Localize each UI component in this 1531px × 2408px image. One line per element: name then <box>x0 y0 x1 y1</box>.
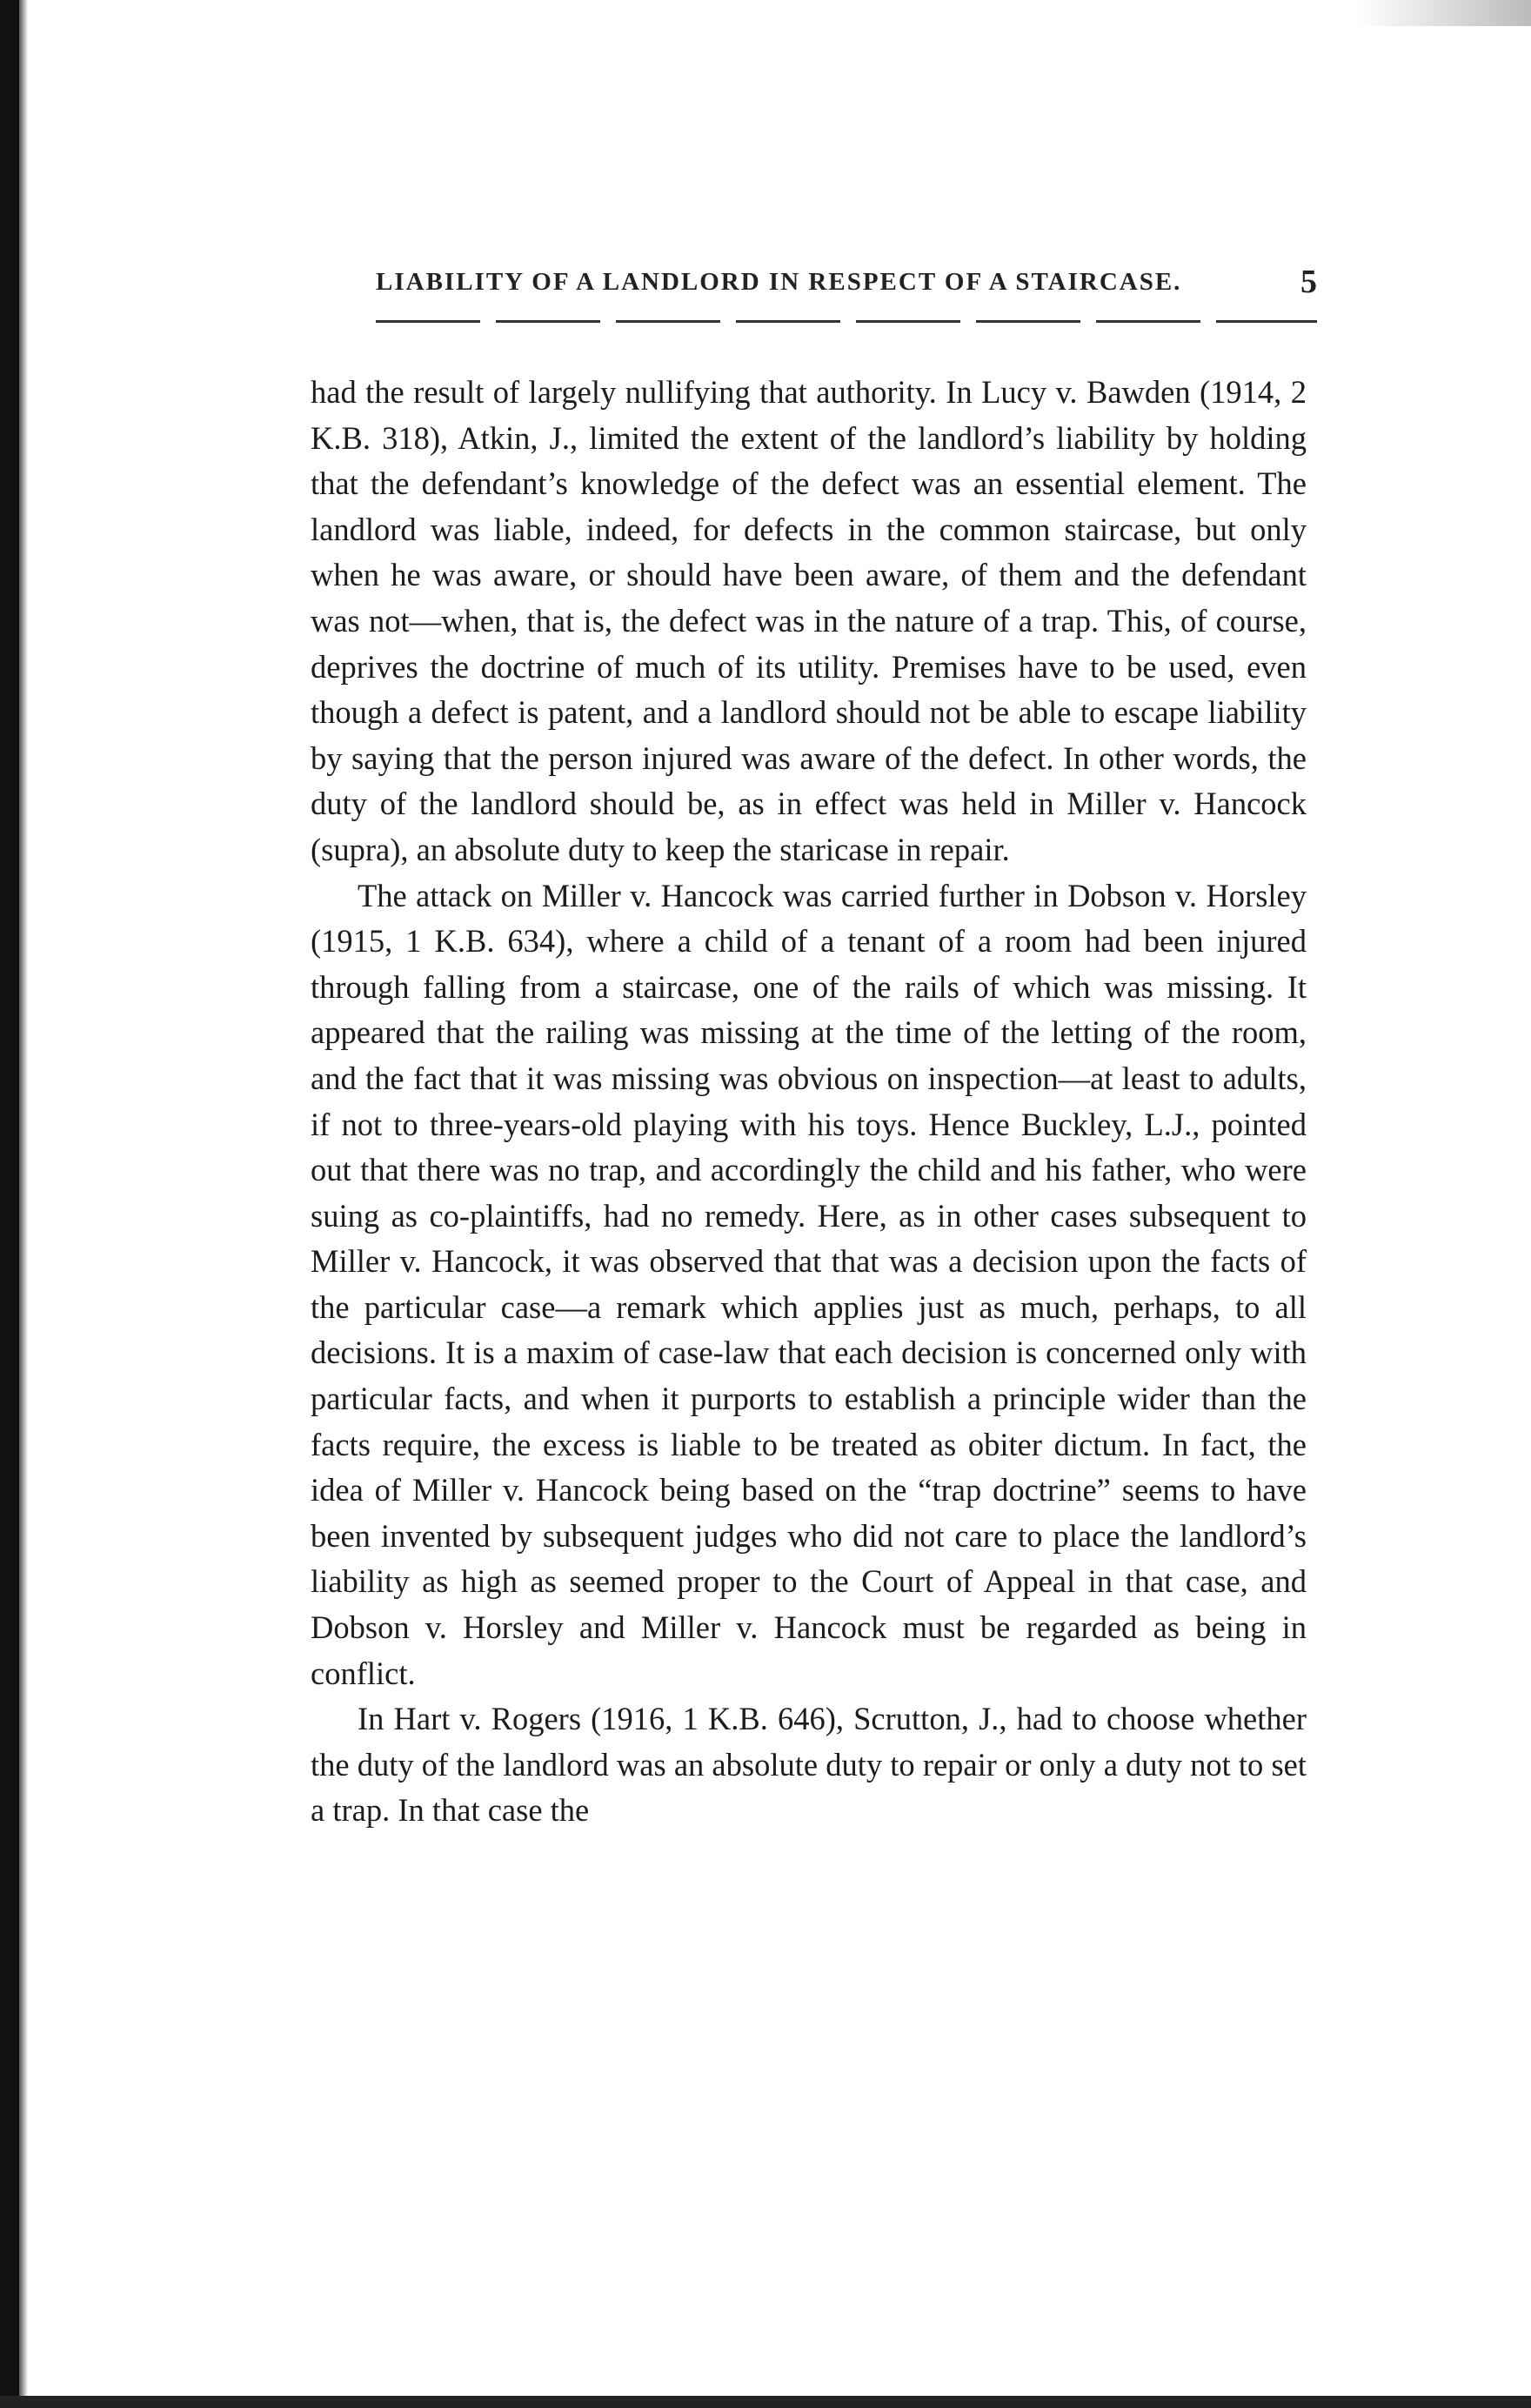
body-text <box>311 370 1307 1834</box>
paragraph: The attack on Miller v. Hancock was carried further in Dobson v. Horsley (1915, 1 K.B. 634), where a child of a tenant of a room had been injured through falling from a staircase, one of the rails of which was missing. It appeared that the railing was missing at the time of the letting of the room, and the fact that it was missing was obvious on inspection—at least to adults, if not to three-years-old playing with his toys. Hence Buckley, L.J., pointed out that there was no trap, and accordingly the child and his father, who were suing as co-plaintiffs, had no remedy. Here, as in other cases subsequent to Miller v. Hancock, it was observed that that was a decision upon the facts of the particular case—a remark which applies just as much, perhaps, to all decisions. It is a maxim of case-law that each decision is concerned only with particular facts, and when it purports to establish a principle wider than the facts require, the excess is liable to be treated as obiter dictum. In fact, the idea of Miller v. Hancock being based on the “trap doctrine” seems to have been invented by subsequent judges who did not care to place the landlord’s liability as high as seemed proper to the Court of Appeal in that case, and Dobson v. Horsley and Miller v. Hancock must be regarded as being in conflict. <box>311 877 1307 1691</box>
header-rule <box>376 320 1317 323</box>
paragraph: In Hart v. Rogers (1916, 1 K.B. 646), Scrutton, J., had to choose whether the duty of the landlord was an absolute duty to repair or only a duty not to set a trap. In that case the <box>311 1701 1307 1829</box>
running-head <box>376 264 1317 300</box>
paragraph: had the result of largely nullifying that authority. In Lucy v. Bawden (1914, 2 K.B. 318), Atkin, J., limited the extent of the landlord’s liability by holding that the defendant’s knowledge of the defect was an essential element. The landlord was liable, indeed, for defects in the common staircase, but only when he was aware, or should have been aware, of them and the defendant was not—when, that is, the defect was in the nature of a trap. This, of course, deprives the doctrine of much of its utility. Premises have to be used, even though a defect is patent, and a landlord should not be able to escape liability by saying that the person injured was aware of the defect. In other words, the duty of the landlord should be, as in effect was held in Miller v. Hancock (supra), an absolute duty to keep the staricase in repair. <box>311 374 1307 867</box>
running-title: LIABILITY OF A LANDLORD IN RESPECT OF A STAIRCASE. <box>376 268 1182 296</box>
page-number: 5 <box>1300 264 1317 300</box>
